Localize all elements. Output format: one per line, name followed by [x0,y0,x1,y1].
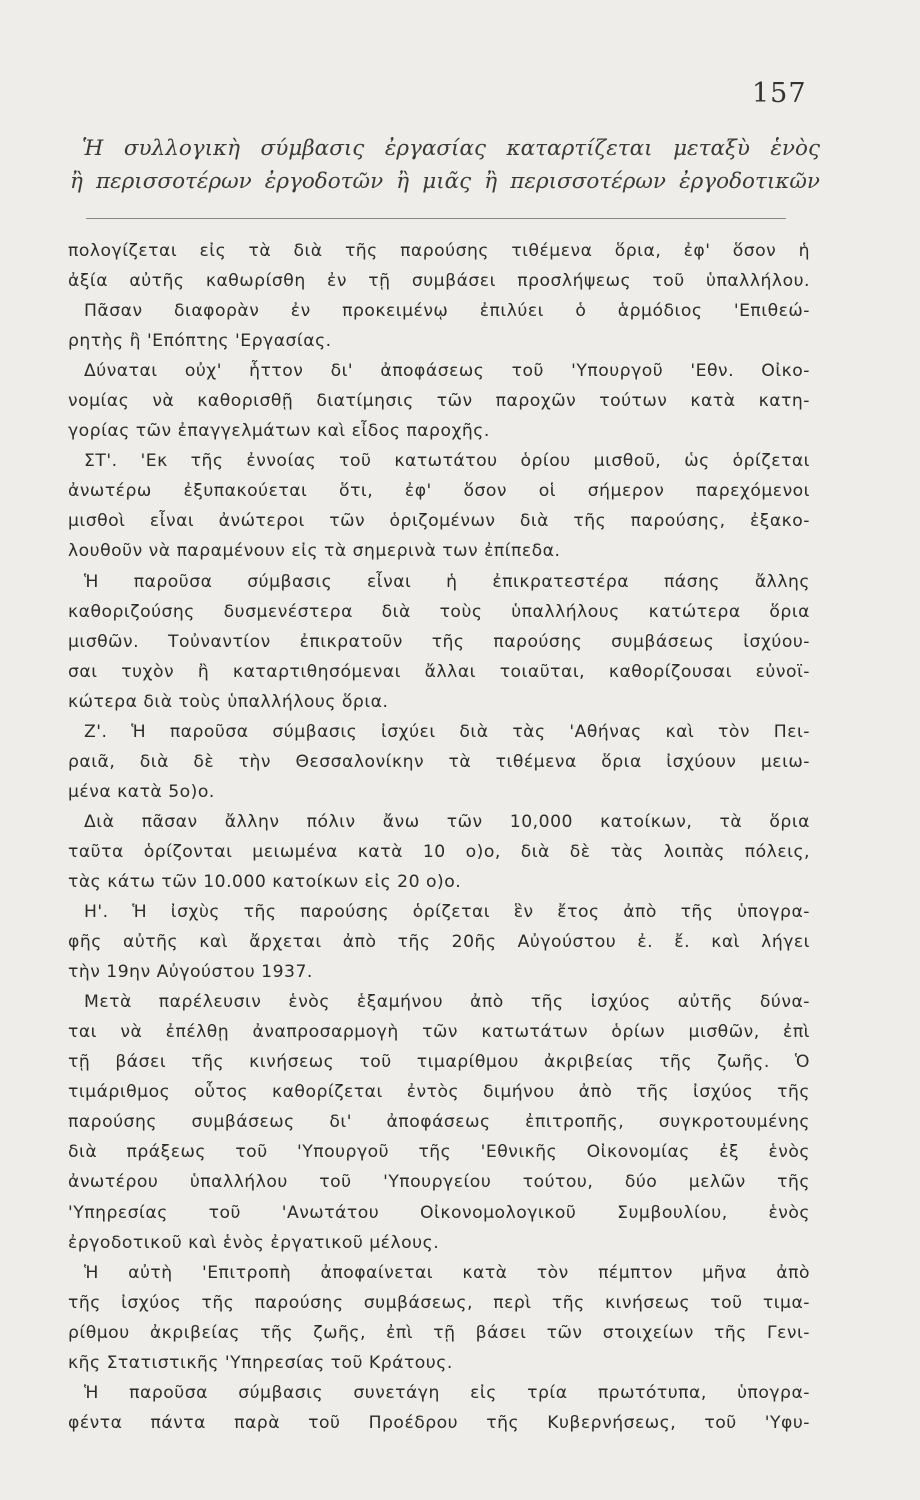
body-line: ραιᾶ, διὰ δὲ τὴν Θεσσαλονίκην τὰ τιθέμενα ὅρια ἰσχύουν μειω- [68,751,810,772]
body-line: νομίας νὰ καθορισθῇ διατίμησις τῶν παροχῶν τούτων κατὰ κατη- [68,391,810,412]
body-line: ἐργοδοτικοῦ καὶ ἑνὸς ἐργατικοῦ μέλους. [68,1232,440,1253]
body-line: 'Υπηρεσίας τοῦ 'Ανωτάτου Οἰκονομολογικοῦ Συμβουλίου, ἑνὸς [68,1202,810,1223]
body-text [68,236,810,1438]
body-line: Ἡ παροῦσα σύμβασις συνετάγη εἰς τρία πρωτότυπα, ὑπογρα- [84,1382,810,1403]
body-line: φῆς αὐτῆς καὶ ἄρχεται ἀπὸ τῆς 20ῆς Αὐγούστου ἐ. ἔ. καὶ λήγει [68,932,810,953]
body-line: Ζ'. Ἡ παροῦσα σύμβασις ἰσχύει διὰ τὰς 'Αθήνας καὶ τὸν Πει- [84,721,810,742]
page-number: 157 [752,78,807,109]
body-line: Ἡ παροῦσα σύμβασις εἶναι ἡ ἐπικρατεστέρα πάσης ἄλλης [84,571,810,592]
body-line: ἀξία αὐτῆς καθωρίσθη ἐν τῇ συμβάσει προσλήψεως τοῦ ὑπαλλήλου. [68,271,810,292]
body-line: κώτερα διὰ τοὺς ὑπαλλήλους ὅρια. [68,691,389,712]
body-line: ἀνωτέρου ὑπαλλήλου τοῦ 'Υπουργείου τούτου, δύο μελῶν τῆς [68,1172,810,1193]
body-line: ται νὰ ἐπέλθῃ ἀναπροσαρμογὴ τῶν κατωτάτων ὁρίων μισθῶν, ἐπὶ [68,1022,810,1043]
body-line: ταῦτα ὁρίζονται μειωμένα κατὰ 10 ο)ο, διὰ δὲ τὰς λοιπὰς πόλεις, [68,841,810,862]
header-rule [86,218,786,219]
body-line: σαι τυχὸν ἢ καταρτιθησόμεναι ἄλλαι τοιαῦται, καθορίζουσαι εὐνοϊ- [68,661,810,682]
body-line: πολογίζεται εἰς τὰ διὰ τῆς παρούσης τιθέμενα ὅρια, ἐφ' ὅσον ἡ [68,241,810,261]
body-line: τιμάριθμος οὗτος καθορίζεται ἐντὸς διμήνου ἀπὸ τῆς ἰσχύος τῆς [68,1082,810,1103]
body-line: ἀνωτέρω ἐξυπακούεται ὅτι, ἐφ' ὅσον οἱ σήμερον παρεχόμενοι [68,481,810,502]
body-line: Δύναται οὐχ' ἧττον δι' ἀποφάσεως τοῦ 'Υπουργοῦ 'Εθν. Οἰκο- [84,361,810,382]
body-line: γορίας τῶν ἐπαγγελμάτων καὶ εἶδος παροχῆς. [68,421,490,442]
body-line: Πᾶσαν διαφορὰν ἐν προκειμένῳ ἐπιλύει ὁ ἁρμόδιος 'Επιθεώ- [84,301,810,322]
body-line: κῆς Στατιστικῆς 'Υπηρεσίας τοῦ Κράτους. [68,1352,453,1373]
body-line: ΣΤ'. 'Εκ τῆς ἐννοίας τοῦ κατωτάτου ὁρίου μισθοῦ, ὡς ὁρίζεται [84,451,810,472]
body-line: λουθοῦν νὰ παραμένουν εἰς τὰ σημερινὰ των ἐπίπεδα. [68,541,561,562]
body-line: τῆς ἰσχύος τῆς παρούσης συμβάσεως, περὶ τῆς κινήσεως τοῦ τιμα- [68,1292,810,1313]
header-line-1: Ἡ συλλογικὴ σύμβασις ἐργασίας καταρτίζεται μεταξὺ ἑνὸς [82,136,820,161]
body-line: καθοριζούσης δυσμενέστερα διὰ τοὺς ὑπαλλήλους κατώτερα ὅρια [68,601,810,622]
header-text [70,132,820,198]
body-line: Ἡ αὐτὴ 'Επιτροπὴ ἀποφαίνεται κατὰ τὸν πέμπτον μῆνα ἀπὸ [84,1262,810,1283]
header-line-2: ἢ περισσοτέρων ἐργοδοτῶν ἢ μιᾶς ἢ περισσοτέρων ἐργοδοτικῶν [70,169,820,194]
body-line: Μετὰ παρέλευσιν ἑνὸς ἑξαμήνου ἀπὸ τῆς ἰσχύος αὐτῆς δύνα- [84,992,810,1013]
body-line: διὰ πράξεως τοῦ 'Υπουργοῦ τῆς 'Εθνικῆς Οἰκονομίας ἐξ ἑνὸς [68,1142,810,1163]
body-line: τὰς κάτω τῶν 10.000 κατοίκων εἰς 20 ο)ο. [68,871,462,892]
body-line: μένα κατὰ 5ο)ο. [68,781,215,802]
body-line: τὴν 19ην Αὐγούστου 1937. [68,962,313,983]
body-line: φέντα πάντα παρὰ τοῦ Προέδρου τῆς Κυβερνήσεως, τοῦ 'Υφυ- [68,1412,810,1433]
body-line: μισθῶν. Τοὐναντίον ἐπικρατοῦν τῆς παρούσης συμβάσεως ἰσχύου- [68,631,810,652]
body-line: Διὰ πᾶσαν ἄλλην πόλιν ἄνω τῶν 10,000 κατοίκων, τὰ ὅρια [84,811,810,832]
body-line: μισθοὶ εἶναι ἀνώτεροι τῶν ὁριζομένων διὰ τῆς παρούσης, ἐξακο- [68,511,810,532]
body-line: τῇ βάσει τῆς κινήσεως τοῦ τιμαρίθμου ἀκριβείας τῆς ζωῆς. Ὁ [68,1052,810,1073]
body-line: παρούσης συμβάσεως δι' ἀποφάσεως ἐπιτροπῆς, συγκροτουμένης [68,1112,810,1133]
body-line: ρητὴς ἢ 'Επόπτης 'Εργασίας. [68,331,332,352]
body-line: Η'. Ἡ ἰσχὺς τῆς παρούσης ὁρίζεται ἓν ἔτος ἀπὸ τῆς ὑπογρα- [84,902,810,923]
body-line: ρίθμου ἀκριβείας τῆς ζωῆς, ἐπὶ τῇ βάσει τῶν στοιχείων τῆς Γενι- [68,1322,810,1343]
